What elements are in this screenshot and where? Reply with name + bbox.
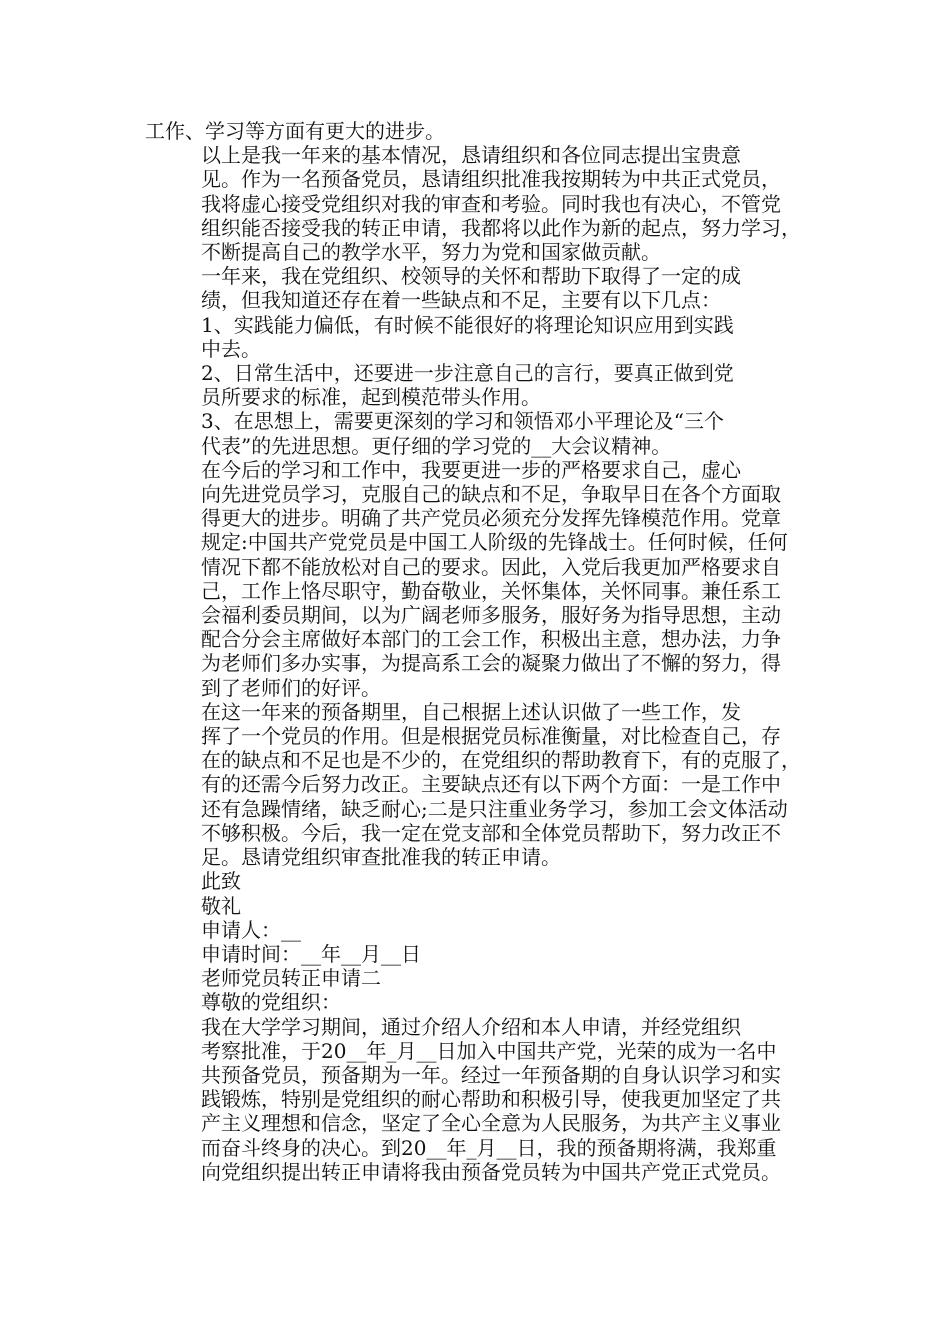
text-line: 以上是我一年来的基本情况，恳请组织和各位同志提出宝贵意	[201, 143, 741, 168]
paragraph	[145, 409, 825, 457]
paragraph	[145, 119, 825, 143]
paragraph	[145, 942, 825, 966]
text-line: 在这一年来的预备期里，自己根据上述认识做了一些工作，发	[201, 699, 741, 724]
text-line: 3、在思想上，需要更深刻的学习和领悟邓小平理论及“三个	[201, 409, 724, 434]
text-line: 在的缺点和不足也是不少的，在党组织的帮助教育下，有的克服了，	[201, 748, 801, 773]
paragraph	[145, 313, 825, 361]
text-line: 而奋斗终身的决心。到20__年_月__日，我的预备期将满，我郑重	[201, 1135, 777, 1160]
text-line: 配合分会主席做好本部门的工会工作，积极出主意，想办法，力争	[201, 627, 781, 652]
text-line: 产主义理想和信念，坚定了全心全意为人民服务，为共产主义事业	[201, 1111, 781, 1136]
text-line: 申请人：__	[201, 917, 301, 942]
text-line: 会福利委员期间，以为广阔老师多服务，服好务为指导思想，主动	[201, 603, 781, 628]
text-line: 组织能否接受我的转正申请，我都将以此作为新的起点，努力学习，	[201, 215, 801, 240]
text-line: 考察批准，于20__年_月__日加入中国共产党，光荣的成为一名中	[201, 1038, 777, 1063]
paragraph	[145, 869, 825, 893]
text-line: 不够积极。今后，我一定在党支部和全体党员帮助下，努力改正不	[201, 820, 781, 845]
paragraph	[145, 143, 825, 264]
text-line: 在今后的学习和工作中，我要更进一步的严格要求自己，虚心	[201, 457, 741, 482]
paragraph	[145, 700, 825, 869]
paragraph	[145, 918, 825, 942]
text-line: 申请时间：__年__月__日	[201, 941, 421, 966]
text-line: 绩，但我知道还存在着一些缺点和不足，主要有以下几点：	[201, 288, 721, 313]
text-line: 不断提高自己的教学水平，努力为党和国家做贡献。	[201, 240, 661, 265]
paragraph	[145, 966, 825, 990]
text-line: 足。恳请党组织审查批准我的转正申请。	[201, 845, 561, 870]
text-line: 一年来，我在党组织、校领导的关怀和帮助下取得了一定的成	[201, 264, 741, 289]
text-line: 老师党员转正申请二	[201, 966, 381, 991]
text-line: 工作、学习等方面有更大的进步。	[145, 119, 445, 143]
paragraph	[145, 990, 825, 1014]
text-line: 挥了一个党员的作用。但是根据党员标准衡量，对比检查自己，存	[201, 724, 781, 749]
text-line: 还有急躁情绪，缺乏耐心;二是只注重业务学习，参加工会文体活动	[201, 796, 788, 821]
paragraph	[145, 264, 825, 312]
text-line: 到了老师们的好评。	[201, 675, 381, 700]
text-line: 员所要求的标准，起到模范带头作用。	[201, 385, 541, 410]
paragraph	[145, 458, 825, 700]
text-line: 见。作为一名预备党员，恳请组织批准我按期转为中共正式党员，	[201, 167, 781, 192]
text-line: 敬礼	[201, 893, 241, 918]
text-line: 2、日常生活中，还要进一步注意自己的言行，要真正做到党	[201, 361, 734, 386]
text-line: 得更大的进步。明确了共产党员必须充分发挥先锋模范作用。党章	[201, 506, 781, 531]
text-line: 向党组织提出转正申请将我由预备党员转为中国共产党正式党员。	[201, 1159, 781, 1184]
text-line: 我在大学学习期间，通过介绍人介绍和本人申请，并经党组织	[201, 1014, 741, 1039]
text-line: 为老师们多办实事，为提高系工会的凝聚力做出了不懈的努力，得	[201, 651, 781, 676]
text-line: 向先进党员学习，克服自己的缺点和不足，争取早日在各个方面取	[201, 482, 781, 507]
text-line: 践锻炼，特别是党组织的耐心帮助和积极引导，使我更加坚定了共	[201, 1087, 781, 1112]
text-line: 尊敬的党组织：	[201, 990, 341, 1015]
text-line: 有的还需今后努力改正。主要缺点还有以下两个方面：一是工作中	[201, 772, 781, 797]
text-line: 此致	[201, 869, 241, 894]
paragraph	[145, 361, 825, 409]
text-line: 中去。	[201, 336, 261, 361]
paragraph	[145, 894, 825, 918]
text-line: 代表”的先进思想。更仔细的学习党的__大会议精神。	[201, 433, 672, 458]
text-line: 规定:中国共产党党员是中国工人阶级的先锋战士。任何时候，任何	[201, 530, 788, 555]
document-body	[145, 119, 825, 1184]
paragraph	[145, 1015, 825, 1184]
text-line: 情况下都不能放松对自己的要求。因此，入党后我更加严格要求自	[201, 554, 781, 579]
text-line: 共预备党员，预备期为一年。经过一年预备期的自身认识学习和实	[201, 1062, 781, 1087]
text-line: 我将虚心接受党组织对我的审查和考验。同时我也有决心，不管党	[201, 191, 781, 216]
text-line: 己，工作上恪尽职守，勤奋敬业，关怀集体，关怀同事。兼任系工	[201, 578, 781, 603]
text-line: 1、实践能力偏低，有时候不能很好的将理论知识应用到实践	[201, 312, 734, 337]
